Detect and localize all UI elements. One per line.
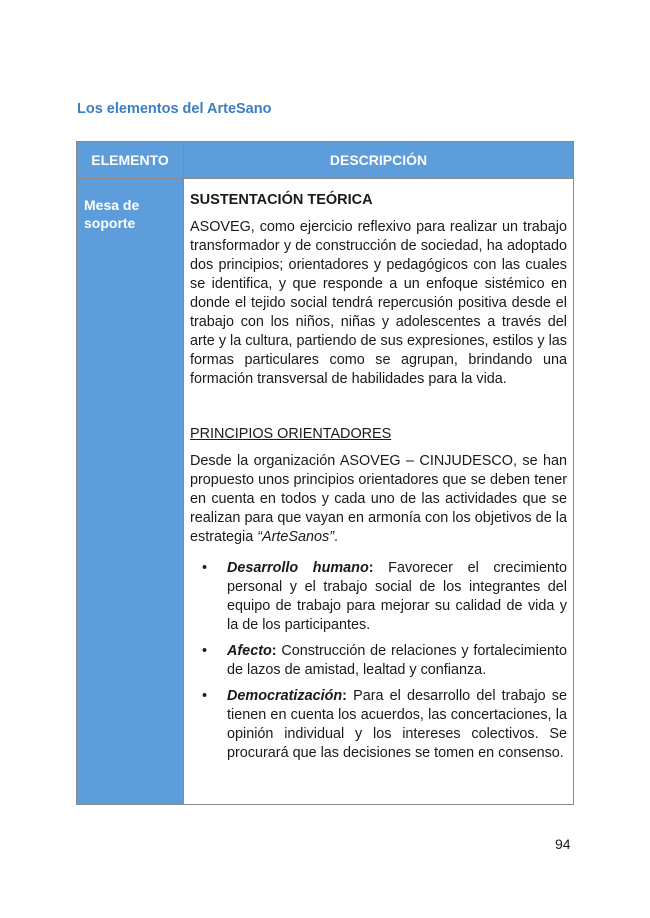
elemento-label: Mesa de soporte: [84, 197, 140, 231]
sustentacion-paragraph: ASOVEG, como ejercicio reflexivo para realizar un trabajo transformador y de construcción de sociedad, ha adoptado dos principios; orientadores y pedagógicos con las cuales se identifica, y que responde a un enfoque sistémico en donde el tejido social tendrá repercusión positiva desde el trabajo con los niños, niñas y adolescentes a través del arte y la cultura, partiendo de sus expresiones, estilos y las formas particulares como se agrupan, brindando una formación transversal de habilidades para la vida.: [190, 219, 567, 387]
table-header-row: [77, 142, 573, 179]
list-item: [190, 687, 567, 763]
principios-text-after: .: [333, 529, 338, 545]
page-number: 94: [555, 836, 571, 852]
principle-text: Para el desarrollo del trabajo se tienen en cuenta los acuerdos, las concertaciones, la opinión individual y los intereses colectivos. Se procurará que las decisiones se tomen en consenso.: [227, 688, 567, 761]
principios-text-italic: “ArteSanos”: [257, 529, 334, 545]
principle-term: Democratización: [227, 688, 343, 704]
principios-paragraph: [190, 452, 567, 547]
bullet-icon: •: [202, 688, 208, 704]
descripcion-cell: [190, 191, 567, 770]
elemento-cell: [77, 179, 183, 804]
principios-heading: PRINCIPIOS ORIENTADORES: [190, 426, 392, 442]
principle-colon: :: [271, 643, 277, 659]
principle-text: Construcción de relaciones y fortalecimiento de lazos de amistad, lealtad y confianza.: [227, 643, 567, 678]
sustentacion-heading: SUSTENTACIÓN TEÓRICA: [190, 192, 373, 208]
principle-term: Afecto: [227, 643, 272, 659]
list-item: [190, 642, 567, 680]
principle-colon: :: [342, 688, 347, 704]
principle-colon: :: [368, 560, 374, 576]
principios-text-before: Desde la organización ASOVEG – CINJUDESCO, se han propuesto unos principios orientadores que se deben tener en cuenta en todos y cada uno de las actividades que se realizan para que vayan en armonía con los objetivos de la estrategia: [190, 453, 567, 545]
bullet-icon: •: [202, 560, 208, 576]
column-divider: [183, 142, 184, 804]
header-elemento: ELEMENTO: [91, 152, 169, 168]
list-item: [190, 559, 567, 635]
section-title: Los elementos del ArteSano: [77, 101, 272, 117]
bullet-icon: •: [202, 643, 208, 659]
principle-text: Favorecer el crecimiento personal y el trabajo social de los integrantes del equipo de trabajo para mejorar su calidad de vida y la de los participantes.: [227, 560, 567, 633]
principles-list: [190, 559, 567, 763]
elements-table: [76, 141, 574, 805]
header-descripcion: DESCRIPCIÓN: [329, 152, 428, 168]
principle-term: Desarrollo humano: [227, 560, 369, 576]
